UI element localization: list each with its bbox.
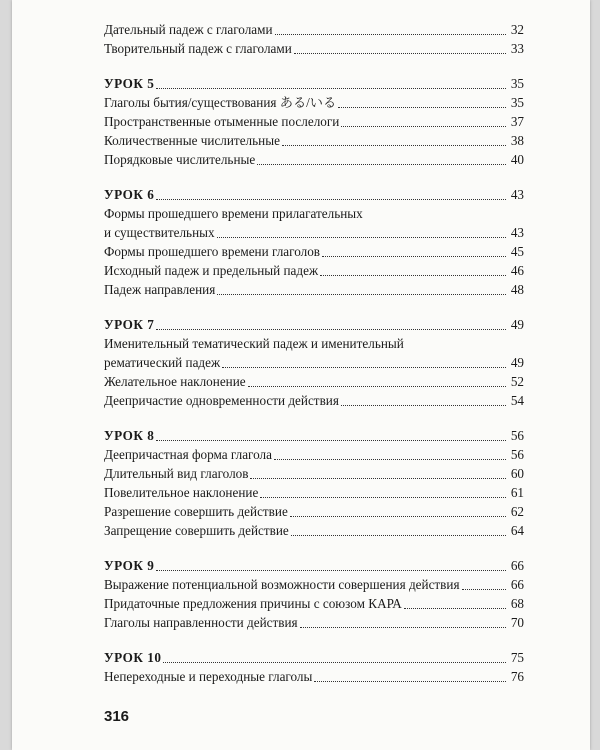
toc-entry-title: Глаголы бытия/существования ある/いる xyxy=(104,95,337,110)
dot-leader xyxy=(248,385,506,387)
toc-entry-page: 32 xyxy=(510,22,524,37)
toc-entry-title: Длительный вид глаголов xyxy=(104,466,249,481)
toc-entry xyxy=(104,280,524,299)
dot-leader xyxy=(282,144,506,146)
dot-leader xyxy=(462,588,506,590)
toc-entry xyxy=(104,353,524,372)
dot-leader xyxy=(163,661,506,663)
toc-entry-page: 61 xyxy=(510,485,524,500)
toc-entry-title: Порядковые числительные xyxy=(104,152,256,167)
toc-entry-title: Творительный падеж с глаголами xyxy=(104,41,292,56)
toc-lesson-heading xyxy=(104,426,524,445)
toc-entry-page: 56 xyxy=(510,428,524,443)
toc-entry xyxy=(104,150,524,169)
dot-leader xyxy=(294,52,506,54)
toc-entry-title: Пространственные отыменные послелоги xyxy=(104,114,340,129)
dot-leader xyxy=(156,328,506,330)
toc-entry-page: 43 xyxy=(510,187,524,202)
dot-leader xyxy=(250,477,506,479)
toc-entry xyxy=(104,93,524,112)
toc-entry xyxy=(104,483,524,502)
dot-leader xyxy=(341,125,506,127)
toc-lesson-heading xyxy=(104,648,524,667)
dot-leader xyxy=(275,33,506,35)
toc-entry xyxy=(104,223,524,242)
toc-entry xyxy=(104,20,524,39)
toc-entry-page: 70 xyxy=(510,615,524,630)
toc-entry xyxy=(104,112,524,131)
dot-leader xyxy=(314,680,506,682)
toc-entry-page: 37 xyxy=(510,114,524,129)
toc-entry-page: 46 xyxy=(510,263,524,278)
dot-leader xyxy=(222,366,506,368)
toc-entry xyxy=(104,131,524,150)
toc-entry-title-line1: Формы прошедшего времени прилагательных xyxy=(104,206,363,221)
dot-leader xyxy=(217,236,506,238)
lesson-title: УРОК 9 xyxy=(104,558,155,573)
toc-entry-title: Выражение потенциальной возможности совершения действия xyxy=(104,577,460,592)
toc-entry-title-line1: Именительный тематический падеж и именительный xyxy=(104,336,404,351)
lesson-title: УРОК 6 xyxy=(104,187,155,202)
toc-lesson-heading xyxy=(104,74,524,93)
toc-entry-title: и существительных xyxy=(104,225,215,240)
toc-entry-page: 33 xyxy=(510,41,524,56)
toc-entry xyxy=(104,445,524,464)
toc-entry-page: 35 xyxy=(510,95,524,110)
dot-leader xyxy=(260,496,506,498)
toc-entry-page: 48 xyxy=(510,282,524,297)
toc-entry xyxy=(104,613,524,632)
lesson-title: УРОК 5 xyxy=(104,76,155,91)
toc-lesson-heading xyxy=(104,185,524,204)
dot-leader xyxy=(156,439,506,441)
toc-entry-page: 68 xyxy=(510,596,524,611)
toc-entry xyxy=(104,391,524,410)
dot-leader xyxy=(257,163,506,165)
toc-entry-page: 64 xyxy=(510,523,524,538)
toc-entry-page: 52 xyxy=(510,374,524,389)
toc-entry-page: 56 xyxy=(510,447,524,462)
dot-leader xyxy=(274,458,506,460)
toc-entry-page: 60 xyxy=(510,466,524,481)
toc-entry xyxy=(104,242,524,261)
toc-entry xyxy=(104,464,524,483)
dot-leader xyxy=(404,607,506,609)
toc-entry-page: 66 xyxy=(510,558,524,573)
toc-entry-page: 62 xyxy=(510,504,524,519)
toc-entry xyxy=(104,521,524,540)
toc-entry-title: Деепричастная форма глагола xyxy=(104,447,272,462)
dot-leader xyxy=(341,404,506,406)
book-page xyxy=(12,0,590,750)
toc-lesson-heading xyxy=(104,315,524,334)
toc-entry-page: 35 xyxy=(510,76,524,91)
toc-entry-title: Формы прошедшего времени глаголов xyxy=(104,244,321,259)
lesson-title: УРОК 7 xyxy=(104,317,155,332)
toc-entry-page: 45 xyxy=(510,244,524,259)
toc-entry-title: Повелительное наклонение xyxy=(104,485,259,500)
toc-entry-title: Деепричастие одновременности действия xyxy=(104,393,339,408)
toc-entry-page: 76 xyxy=(510,669,524,684)
page-number: 316 xyxy=(104,708,130,725)
toc-entry-page: 75 xyxy=(510,650,524,665)
toc-entry-page: 43 xyxy=(510,225,524,240)
toc-entry-title: рематический падеж xyxy=(104,355,221,370)
dot-leader xyxy=(300,626,506,628)
toc-entry-page: 38 xyxy=(510,133,524,148)
lesson-title: УРОК 10 xyxy=(104,650,162,665)
lesson-title: УРОК 8 xyxy=(104,428,155,443)
dot-leader xyxy=(156,87,506,89)
table-of-contents xyxy=(104,20,524,686)
toc-entry-title: Придаточные предложения причины с союзом КАРА xyxy=(104,596,402,611)
toc-entry xyxy=(104,372,524,391)
toc-entry-title: Желательное наклонение xyxy=(104,374,246,389)
dot-leader xyxy=(338,106,506,108)
dot-leader xyxy=(217,293,506,295)
toc-entry xyxy=(104,594,524,613)
dot-leader xyxy=(320,274,506,276)
toc-entry-page: 54 xyxy=(510,393,524,408)
dot-leader xyxy=(290,515,506,517)
dot-leader xyxy=(322,255,506,257)
toc-entry xyxy=(104,39,524,58)
toc-entry xyxy=(104,667,524,686)
toc-entry-page: 49 xyxy=(510,355,524,370)
toc-entry xyxy=(104,575,524,594)
toc-entry-page: 49 xyxy=(510,317,524,332)
toc-entry-title: Дательный падеж с глаголами xyxy=(104,22,273,37)
toc-entry-page: 40 xyxy=(510,152,524,167)
toc-lesson-heading xyxy=(104,556,524,575)
dot-leader xyxy=(156,569,506,571)
toc-entry xyxy=(104,502,524,521)
toc-entry-title: Глаголы направленности действия xyxy=(104,615,298,630)
toc-entry-title: Исходный падеж и предельный падеж xyxy=(104,263,319,278)
toc-entry-title: Непереходные и переходные глаголы xyxy=(104,669,313,684)
dot-leader xyxy=(291,534,506,536)
toc-entry-title: Разрешение совершить действие xyxy=(104,504,288,519)
dot-leader xyxy=(156,198,506,200)
toc-entry-title: Количественные числительные xyxy=(104,133,280,148)
toc-entry xyxy=(104,261,524,280)
toc-entry-page: 66 xyxy=(510,577,524,592)
toc-entry-title: Падеж направления xyxy=(104,282,216,297)
toc-entry-title: Запрещение совершить действие xyxy=(104,523,289,538)
